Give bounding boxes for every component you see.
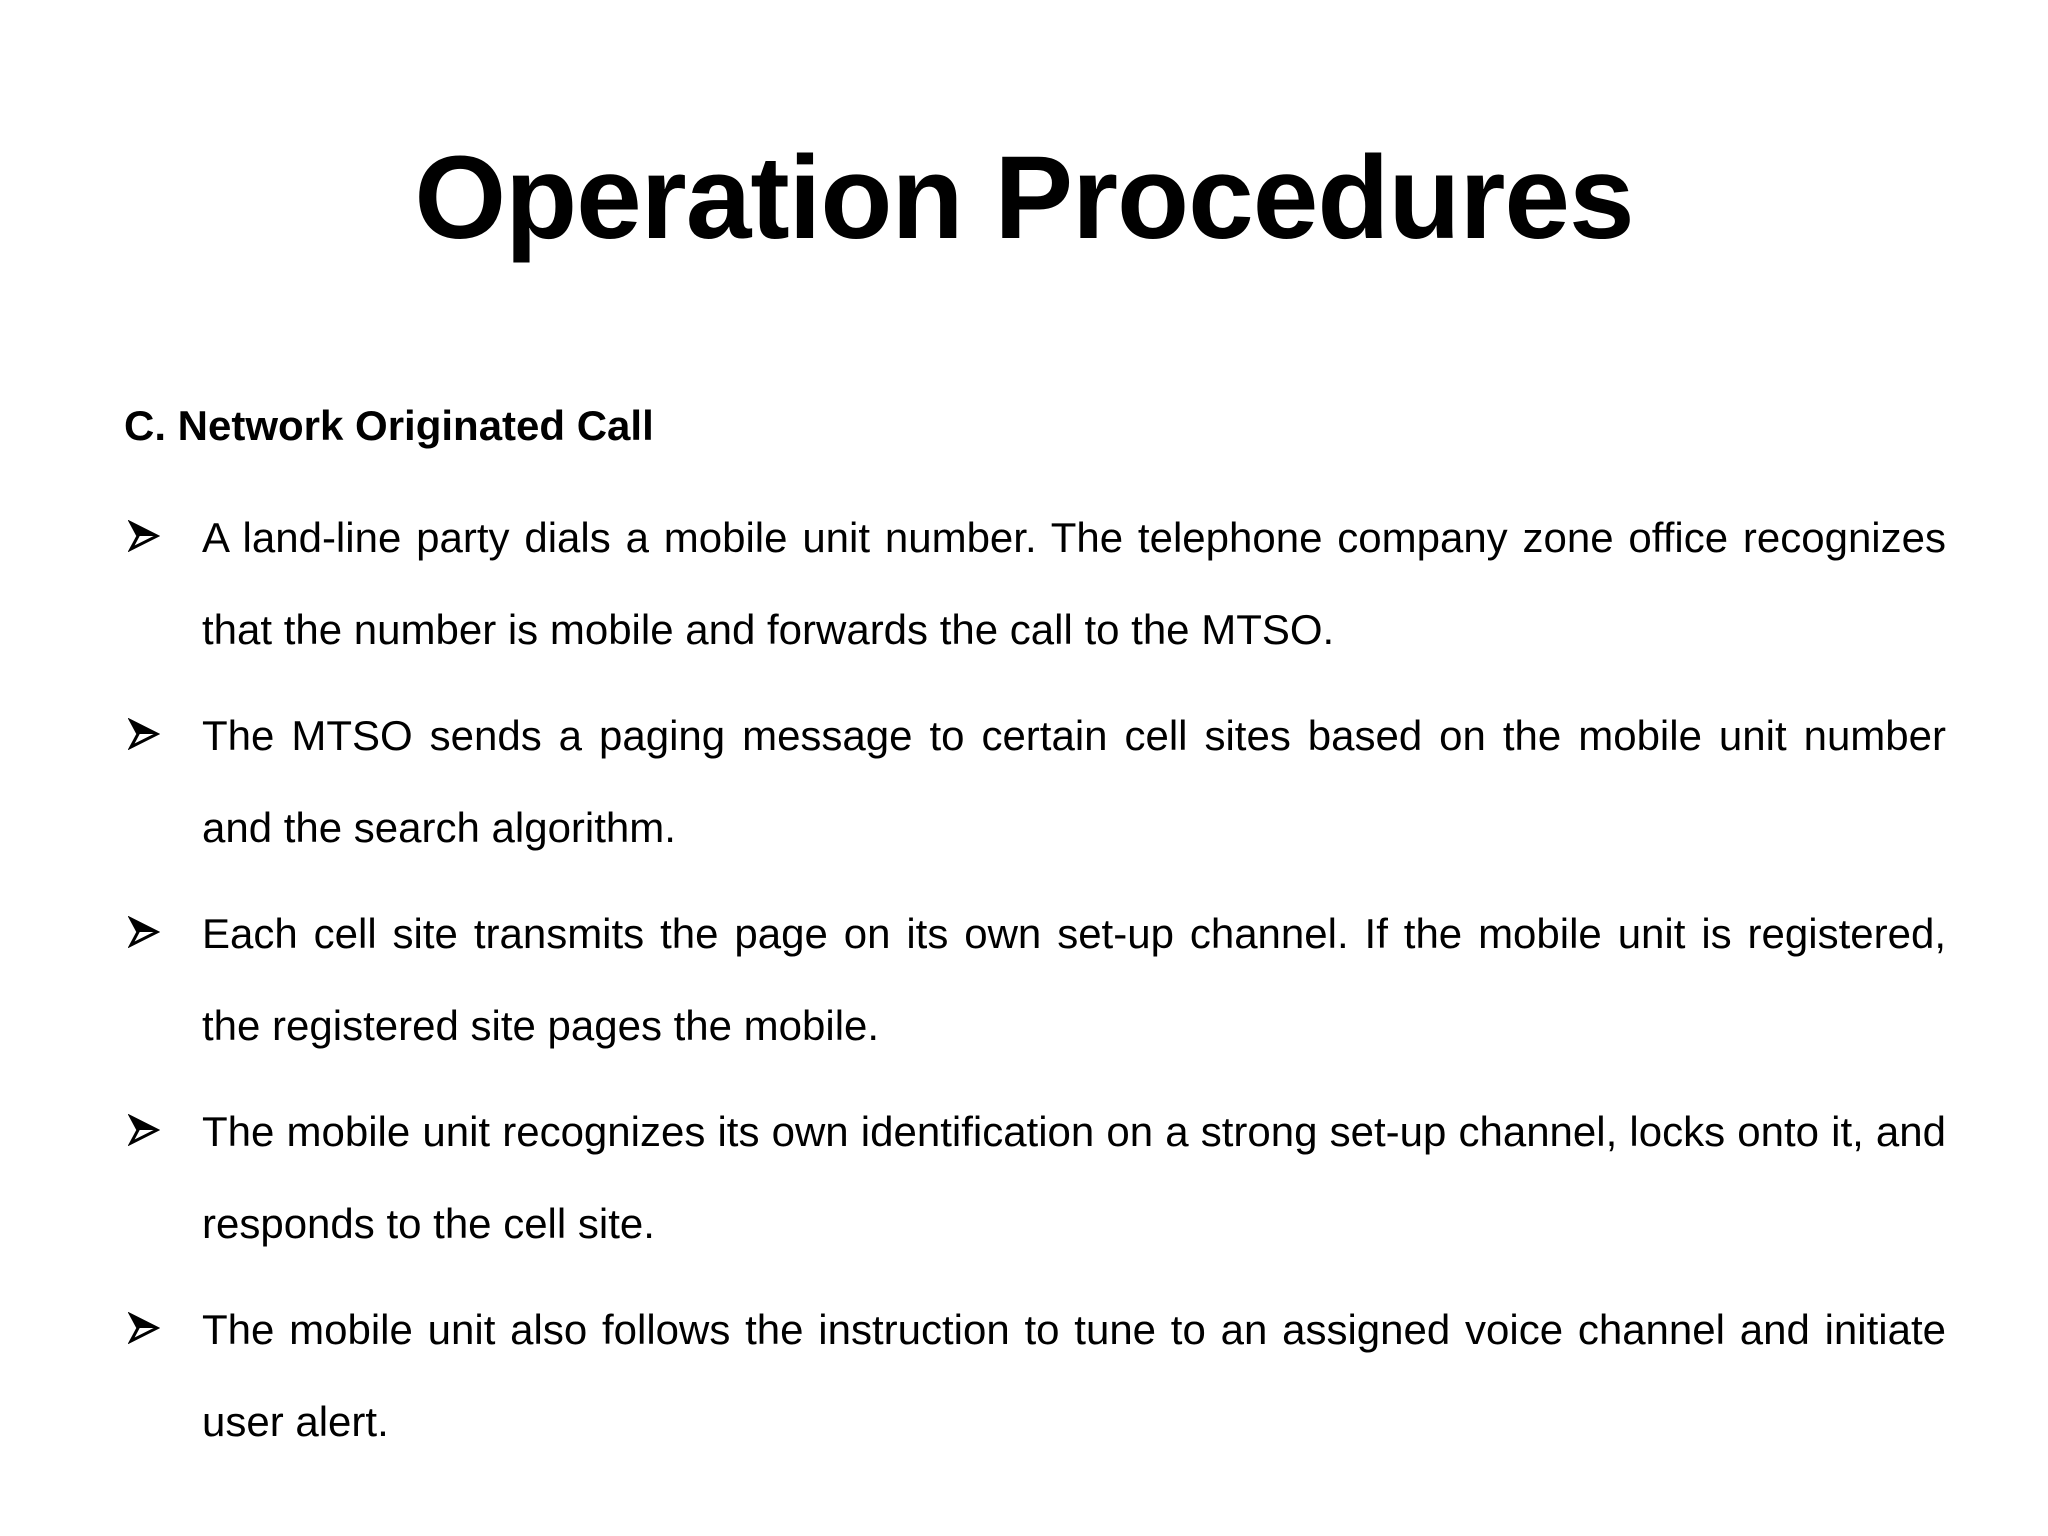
arrowhead-bullet-icon [128,1284,168,1376]
bullet-text: A land-line party dials a mobile unit number. The telephone company zone office recognizes that the number is mobile and forwards the call to the MTSO. [202,514,1946,653]
list-item [124,492,1946,676]
section-heading: C. Network Originated Call [124,402,654,449]
arrowhead-bullet-icon [128,492,168,584]
bullet-list [124,492,1946,1482]
arrowhead-bullet-icon [128,888,168,980]
bullet-text: Each cell site transmits the page on its own set-up channel. If the mobile unit is registered, the registered site pages the mobile. [202,910,1946,1049]
bullet-text: The mobile unit recognizes its own identification on a strong set-up channel, locks onto it, and responds to the cell site. [202,1108,1946,1247]
bullet-text: The mobile unit also follows the instruction to tune to an assigned voice channel and initiate user alert. [202,1306,1946,1445]
slide-title: Operation Procedures [414,132,1634,264]
list-item [124,1284,1946,1468]
arrowhead-bullet-icon [128,1086,168,1178]
list-item [124,690,1946,874]
list-item [124,888,1946,1072]
list-item [124,1086,1946,1270]
arrowhead-bullet-icon [128,690,168,782]
bullet-text: The MTSO sends a paging message to certain cell sites based on the mobile unit number and the search algorithm. [202,712,1946,851]
